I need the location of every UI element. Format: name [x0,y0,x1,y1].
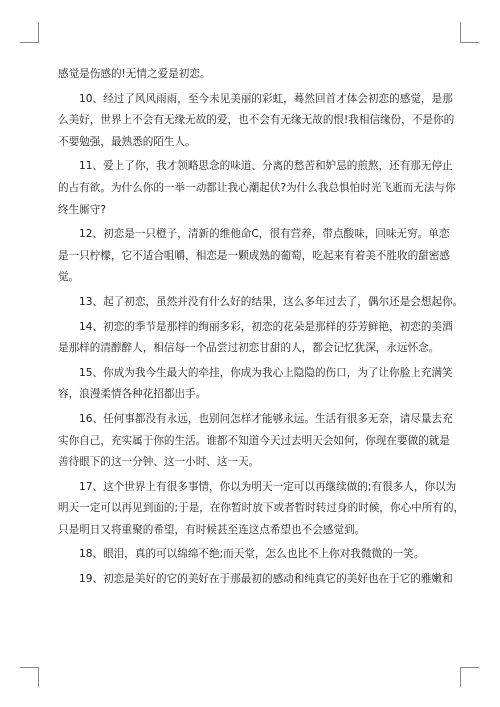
text-line: 15、你成为我今生最大的牵挂，你成为我心上隐隐的伤口，为了让你脸上充满笑 [79,366,453,379]
crop-mark-top-right-horizontal [460,42,479,43]
paragraph-10 [58,89,455,154]
crop-mark-top-left-horizontal [20,42,39,43]
crop-mark-bottom-right-vertical [460,667,461,687]
text-line: 只是明日又将重聚的希望，有时候甚至连这点希望也不会感觉到。 [58,523,366,536]
paragraph-continuation [58,64,448,86]
crop-mark-top-right-vertical [460,22,461,42]
paragraph-12 [58,224,448,289]
text-line: 明天一定可以再见到面的;于是，在你暂时放下或者暂时转过身的时候，你心中所有的， [58,502,465,515]
paragraph-17 [58,477,465,542]
crop-mark-bottom-left-vertical [38,667,39,687]
text-line: 14、初恋的季节是那样的绚丽多彩，初恋的花朵是那样的芬芳鲜艳，初恋的美酒 [79,320,453,333]
text-line: 不要勉强，最熟悉的陌生人。 [58,135,196,148]
paragraph-11 [58,156,456,221]
text-line: 18、眼泪，真的可以绵绵不绝;而天堂，怎么也比不上你对我微微的一笑。 [79,548,425,561]
text-line: 是那样的清醇醉人，相信每一个品尝过初恋甘甜的人，都会记忆犹深，永远怀念。 [58,342,440,355]
text-line: 16、任何事都没有永远，也别问怎样才能够永远。生活有很多无奈，请尽量去充 [79,412,453,425]
text-line: 19、初恋是美好的它的美好在于那最初的感动和纯真它的美好也在于它的雅嫩和 [79,573,453,586]
text-line: 容，浪漫柔情各种花招都出手。 [58,388,207,401]
text-line: 的占有欲。为什么你的一举一动都让我心潮起伏?为什么我总惧怕时光飞逝而无法与你 [58,181,456,194]
text-line: 感觉是伤感的!无情之爱是初恋。 [58,68,211,80]
paragraph-14 [58,317,453,360]
text-line: 终生厮守? [58,203,106,216]
crop-mark-bottom-right-horizontal [460,667,479,668]
text-line: 11、爱上了你，我才领略思念的味道、分离的愁苦和妒忌的煎熬，还有那无停止 [79,160,453,173]
text-line: 是一只柠檬，它不适合咀嚼，相恋是一颗成熟的葡萄，吃起来有着美不胜收的甜密感 [58,249,450,262]
text-line: 实你自己，充实属于你的生活。谁都不知道今天过去明天会如何，你现在要做的就是 [58,434,450,447]
paragraph-13 [58,292,464,314]
paragraph-15 [58,363,453,406]
paragraph-18 [58,544,448,566]
text-line: 12、初恋是一只橙子，清新的维他命C，很有营养，带点酸味，回味无穷。单恋 [79,228,450,241]
paragraph-19 [58,569,453,591]
text-line: 善待眼下的这一分钟、这一小时、这一天。 [58,456,260,469]
text-line: 17、这个世界上有很多事情，你以为明天一定可以再继续做的;有很多人，你以为 [79,480,457,493]
crop-mark-top-left-vertical [38,22,39,42]
text-line: 觉。 [58,271,80,284]
text-line: 13、起了初恋，虽然并没有什么好的结果，这么多年过去了，偶尔还是会想起你。 [79,295,464,308]
paragraph-16 [58,409,453,474]
crop-mark-bottom-left-horizontal [20,667,39,668]
text-line: 10、经过了风风雨雨，至今未见美丽的彩虹，蓦然回首才体会初恋的感觉，是那 [79,92,453,105]
text-line: 么美好，世界上不会有无缘无故的爱，也不会有无缘无故的恨!我相信缘份，不是你的 [58,114,455,127]
document-page [58,64,465,594]
